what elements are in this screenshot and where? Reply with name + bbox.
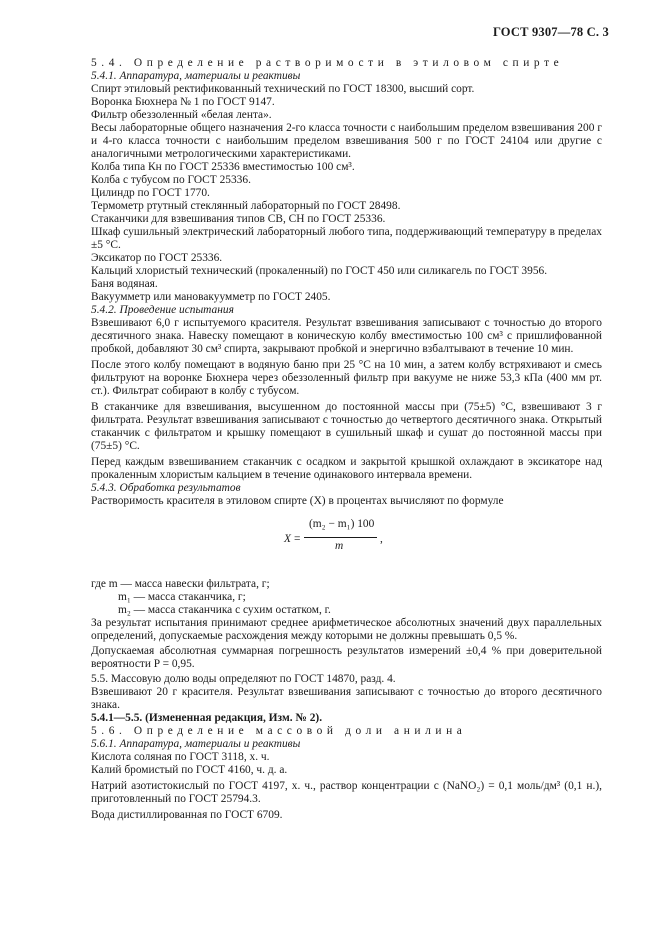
list-item: Термометр ртутный стеклянный лабораторный по ГОСТ 28498. [91, 200, 401, 212]
document-body [91, 57, 602, 822]
section-5-5-title: 5.5. Массовую долю воды определяют по ГОСТ 14870, разд. 4. [91, 673, 396, 685]
list-item: Весы лабораторные общего назначения 2-го класса точности с наибольшим пределом взвешивания 200 г и 4-го класса точности с наибольшим пределом взвешивания 500 г по ГОСТ 24104 или другие с аналогичными метрологическими характеристиками. [91, 122, 602, 160]
formula-comma: , [380, 533, 383, 545]
list-item: Колба типа Кн по ГОСТ 25336 вместимостью 100 см³. [91, 161, 355, 173]
list-item: Калий бромистый по ГОСТ 4160, ч. д. а. [91, 764, 288, 776]
list-item: Спирт этиловый ректификованный технический по ГОСТ 18300, высший сорт. [91, 83, 475, 95]
section-5-6-title-text: 5.6. Определение массовой доли анилина [91, 725, 467, 737]
list-item: Кислота соляная по ГОСТ 3118, х. ч. [91, 751, 270, 763]
formula-equals: = [294, 533, 301, 545]
list-item: Стаканчики для взвешивания типов СВ, СН по ГОСТ 25336. [91, 213, 386, 225]
paragraph: Допускаемая абсолютная суммарная погрешность результатов измерений ±0,4 % при доверительной вероятности P = 0,95. [91, 645, 602, 670]
paragraph: Перед каждым взвешиванием стаканчик с осадком и закрытой крышкой охлаждают в эксикаторе над прокаленным хлористым кальцием в течение одинакового интервала времени. [91, 456, 602, 481]
formula-legend-line: m₁ — масса стаканчика, г; [118, 591, 246, 603]
paragraph: После этого колбу помещают в водяную баню при 25 °С на 10 мин, а затем колбу встряхивают и смесь фильтруют на воронке Бюхнера через обеззоленный фильтр при вакууме не ниже 53,3 кПа (400 мм рт. ст.). Фильтрат собирают в колбу с тубусом. [91, 359, 602, 397]
list-item: Воронка Бюхнера № 1 по ГОСТ 9147. [91, 96, 275, 108]
list-item: Вода дистиллированная по ГОСТ 6709. [91, 809, 283, 821]
list-item: Шкаф сушильный электрический лабораторный любого типа, поддерживающий температуру в пределах ±5 °С. [91, 226, 602, 251]
subsection-5-6-1-title: 5.6.1. Аппаратура, материалы и реактивы [91, 738, 301, 750]
list-item: Фильтр обеззоленный «белая лента». [91, 109, 272, 121]
section-5-4-title [91, 57, 602, 70]
subsection-5-4-2-title: 5.4.2. Проведение испытания [91, 304, 234, 316]
formula-denominator: m [335, 540, 344, 552]
edition-note: 5.4.1—5.5. (Измененная редакция, Изм. № 2). [91, 712, 323, 724]
formula-numerator: (m₂ − m₁) 100 [309, 518, 375, 530]
paragraph: Взвешивают 6,0 г испытуемого красителя. Результат взвешивания записывают с точностью до второго десятичного знака. Навеску помещают в коническую колбу вместимостью 100 см³ с пришлифованной пробкой, добавляют 30 см³ спирта, закрывают пробкой и энергично взбалтывают в течение 10 мин. [91, 317, 602, 355]
list-item: Вакуумметр или мановакуумметр по ГОСТ 2405. [91, 291, 331, 303]
list-item: Баня водяная. [91, 278, 158, 290]
paragraph: Растворимость красителя в этиловом спирте (X) в процентах вычисляют по формуле [91, 495, 504, 507]
formula-lhs: X [284, 533, 291, 545]
list-item: Колба с тубусом по ГОСТ 25336. [91, 174, 251, 186]
subsection-5-4-1-title: 5.4.1. Аппаратура, материалы и реактивы [91, 70, 301, 82]
section-5-6-title [91, 725, 602, 738]
formula-legend-line: где m — масса навески фильтрата, г; [91, 578, 270, 590]
list-item: Кальций хлористый технический (прокаленный) по ГОСТ 450 или силикагель по ГОСТ 3956. [91, 265, 548, 277]
paragraph: За результат испытания принимают среднее арифметическое абсолютных значений двух параллельных определений, допускаемые расхождения между которыми не должны превышать 0,5 %. [91, 617, 602, 642]
paragraph: Взвешивают 20 г красителя. Результат взвешивания записывают с точностью до второго десятичного знака. [91, 686, 602, 711]
section-5-4-title-text: 5.4. Определение растворимости в этиловом спирте [91, 57, 564, 69]
page-header: ГОСТ 9307—78 С. 3 [492, 25, 609, 39]
fraction-bar [304, 537, 377, 538]
formula-legend-line: m₂ — масса стаканчика с сухим остатком, г. [118, 604, 331, 616]
list-item: Натрий азотистокислый по ГОСТ 4197, х. ч., раствор концентрации c (NaNO₂) = 0,1 моль/дм³ (0,1 н.), приготовленный по ГОСТ 25794.3. [91, 780, 602, 805]
list-item: Цилиндр по ГОСТ 1770. [91, 187, 210, 199]
solubility-formula [91, 518, 602, 562]
subsection-5-4-3-title: 5.4.3. Обработка результатов [91, 482, 241, 494]
paragraph: В стаканчике для взвешивания, высушенном до постоянной массы при (75±5) °С, взвешивают 3 г фильтрата. Результат взвешивания записывают с точностью до четвертого десятичного знака. Открытый стаканчик с фильтратом и крышку помещают в сушильный шкаф и сушат до постоянной массы при (75±5) °С. [91, 401, 602, 452]
list-item: Эксикатор по ГОСТ 25336. [91, 252, 223, 264]
